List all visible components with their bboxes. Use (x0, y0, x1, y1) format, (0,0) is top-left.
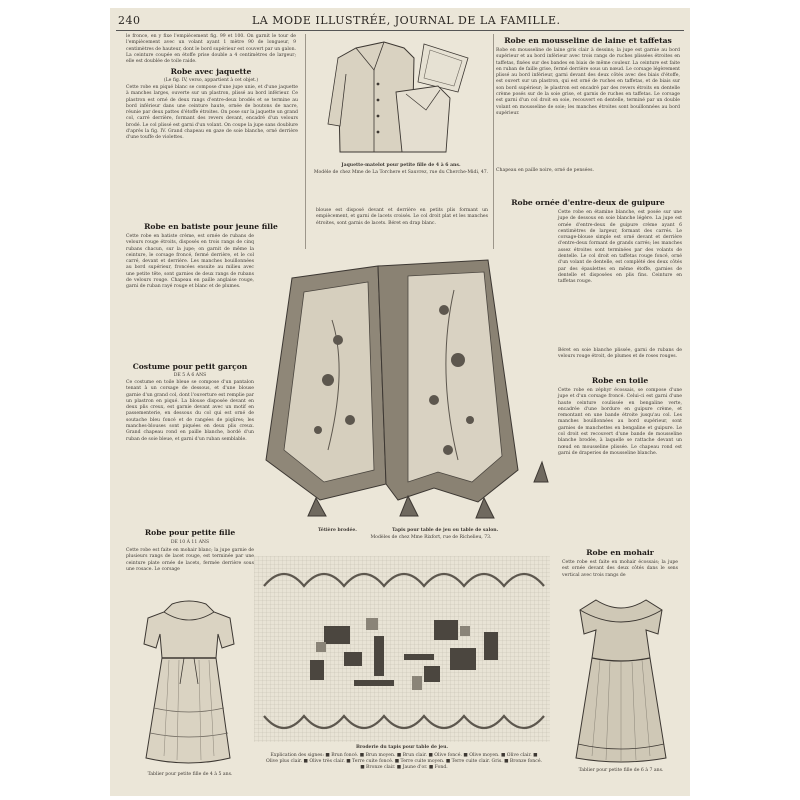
intro-paragraph: le fronce, en y fixe l'empiècement fig. 99 et 100. On garnit le tour de l'empiècement avec un volant ayant 1 mètre 90 de longueur, 9 centimètres de hauteur, dont le bord supérieur est couvert par un galon. La ceinture coupée en étoffe prise double a 4 centimètres de largeur; elle est doublée de toile raide. (126, 34, 296, 65)
heading-costume-garcon: Costume pour petit garçon (132, 362, 248, 371)
journal-title: LA MODE ILLUSTRÉE, JOURNAL DE LA FAMILLE. (252, 14, 561, 27)
cloth-caption-left: Tétière brodée. (318, 528, 357, 533)
jacket-credit: Modèle de chez Mme de La Torchere et Sauvrez, rue du Cherche-Midi, 47. (313, 170, 489, 175)
embroidery-caption: Broderie du tapis pour table de jeu. (355, 745, 449, 750)
paragraph-robe-toile: Cette robe en zéphyr écossais, se compose d'une jupe et d'un corsage froncé. Celui-ci est garni d'une haute ceinture coulissée en bengaline verte, encadrée d'une bordure en guipure crème, et remontant en une bande étroite jusqu'au col. Les manches bouillonnées au bord supérieur, sont garnies de manchettes en bengaline et guipure. Le col droit est recouvert d'une bande de mousseline blanche brodée, à laquelle se rattache devant un nœud en mousseline plissée. Le chapeau rond est garni de draperies de mousseline blanche. (558, 388, 682, 456)
apron-caption-left: Tablier pour petite fille de 4 à 5 ans. (147, 772, 233, 777)
jacket-illustration (326, 34, 476, 162)
embroidery-chart (254, 556, 550, 742)
apron-caption-right: Tablier pour petite fille de 6 à 7 ans. (578, 768, 664, 773)
heading-robe-batiste: Robe en batiste pour jeune fille (144, 222, 278, 231)
subheading: DE 10 À 11 ANS (170, 540, 210, 545)
embroidery-legend: Explication des signes: ■ Brun foncé. ■ Brun moyen. ■ Brun clair. ■ Olive foncé. ■ Olive moyen. ■ Olive clair. ■ Olive plus clair. ■ Olive très clair. ■ Terre cuite foncé. ■ Terre cuite moyen. ■ Terre cuite clair. Gris. ■ Bronze foncé. ■ Bronze clair. ■ Jaune d'or. ■ Fond. (266, 753, 543, 770)
paragraph-robe-petite-fille: Cette robe est faite en mohair blanc; la jupe garnie de plusieurs rangs de lacet rouge, est terminée par une ceinture plate ornée de lacets, fermée derrière sous une rosace. Le corsage (126, 548, 254, 572)
jacket-caption: Jaquette-matelot pour petite fille de 4 à 6 ans. (341, 163, 461, 168)
paragraph-robe-avec-jaquette: Cette robe en piqué blanc se compose d'une jupe unie, et d'une jaquette à manches larges, ouverte sur un plastron, plissé au bord inférieur. Ce plastron est orné de deux rangs d'entre-deux brodés et se termine au bord inférieur dans une ceinture haute, ornée de boutons de nacre, réunie par deux pattes d'étoffe étroites. On pose sur la jaquette un grand col, carré derrière, formant des revers devant, encadré d'un velours brodé. Le col plissé est garni d'un volant. On coupe la jupe sans doublure d'après la fig. IV. Grand chapeau en gaze de soie blanche, orné derrière d'une touffe de violettes. (126, 85, 298, 141)
paragraph-beret: Béret en soie blanche plissée, garni de rubans de velours rouge étroit, de plumes et de roses rouges. (558, 348, 682, 360)
paragraph-costume-garcon: Ce costume en toile bleue se compose d'un pantalon tenant à un corsage de dessous, et d'une blouse garnie d'un grand col, dont l'ouverture est remplie par un plastron en piqué. La blouse disposée devant en deux plis creux, est garnie devant avec un motif en passementerie, en dessous du col qui est orné de soutache bleu foncé et de rangées de piqûres; les manches-blouses sont piquées en deux plis creux. Grand chapeau rond en paille blanche, bordé d'un ruban de soie bleue, et garni d'un ruban semblable. (126, 380, 254, 442)
paragraph-robe-batiste: Cette robe en batiste crème, est ornée de rubans de velours rouge étroits, disposés en trois rangs de cinq rubans chacun, sur la jupe; on garnit de même la ceinture, le corsage froncé, fermé derrière, et le col carré, devant et derrière. Les manches bouillonnées au bord supérieur, froncées ensuite au milieu avec une petite tête, sont garnies de deux rangs de rubans de velours rouge. Chapeau en paille anglaise rouge, garni de ruban rayé rouge et blanc et de plumes. (126, 234, 254, 290)
cloth-credit: Modèles de chez Mme Rixfort, rue de Richelieu, 73. (370, 535, 492, 540)
header-rule (116, 30, 684, 31)
column-divider (305, 34, 306, 249)
column-divider (493, 34, 494, 249)
heading-robe-mousseline: Robe en mousseline de laine et taffetas (504, 36, 672, 45)
paragraph-robe-mousseline: Robe en mousseline de laine gris clair à dessins; la jupe est garnie au bord supérieur et au bord inférieur avec trois rangs de ruches plissées étroites en taffetas, fixées sur des bandes en biais de même couleur. La ceinture est faite en ruban de faille grise, fermé derrière sous un nœud. Le corsage légèrement plissé au bord inférieur, garni devant des deux côtés avec des biais d'étoffe, est ouvert sur un plastron, qui est orné de ruches en taffetas, et de biais sur son bord supérieur; le plastron est encadré par des revers étroits en dentelle crème posés sur de la soie grise, et garnis de ruches en taffetas. Le corsage est garni d'un col droit en soie, recouvert en dentelle, terminé par un double volant en mousseline de soie; les manches étroites sont bouillonnées au bord supérieur. (496, 48, 680, 116)
paragraph-robe-guipure: Cette robe en étamine blanche, est posée sur une jupe de dessous en soie blanche légère. La jupe est ornée d'entre-deux de guipure crème ayant 6 centimètres de largeur, formant des carrés. Le corsage-blouse simple est orné devant et derrière d'entre-deux formant de grands carrés; les manches assez étroites sont terminées par des volants de dentelle. Le col droit en taffetas rouge foncé, orné d'un volant de dentelle, est complété des deux côtés par des épaulettes en même étoffe, garnies de dentelle et disposées en plis fins. Ceinture en taffetas rouge. (558, 210, 682, 285)
paragraph-chapeau-paille: Chapeau en paille noire, orné de pensées. (496, 168, 594, 173)
apron-dress-illustration (134, 598, 244, 770)
heading-robe-avec-jaquette: Robe avec jaquette (170, 67, 252, 76)
heading-robe-mohair: Robe en mohair (586, 548, 654, 557)
heading-robe-toile: Robe en toile (591, 376, 649, 385)
paragraph-continued: blouse est disposé devant et derrière en petits plis formant un empiècement, et garni de lacets croisés. Le col droit plat et les manches étroites, sont garnis de lacets. Béret en drap blanc. (316, 208, 488, 226)
subheading: (Le fig. IV, verso, appartient à cet objet.) (163, 78, 259, 83)
paragraph-robe-mohair: Cette robe est faite en mohair écossais; la jupe est ornée devant des deux côtés dans le sens vertical avec trois rangs de (562, 560, 678, 578)
heading-robe-guipure: Robe ornée d'entre-deux de guipure (511, 198, 665, 207)
apron-dress-illustration-right (566, 594, 676, 766)
heading-robe-petite-fille: Robe pour petite fille (144, 528, 236, 537)
table-cover-illustration (258, 250, 548, 522)
page-number: 240 (118, 14, 141, 27)
subheading: DE 5 À 6 ANS (173, 373, 207, 378)
cloth-caption-right: Tapis pour table de jeu ou table de salon. (392, 528, 499, 533)
